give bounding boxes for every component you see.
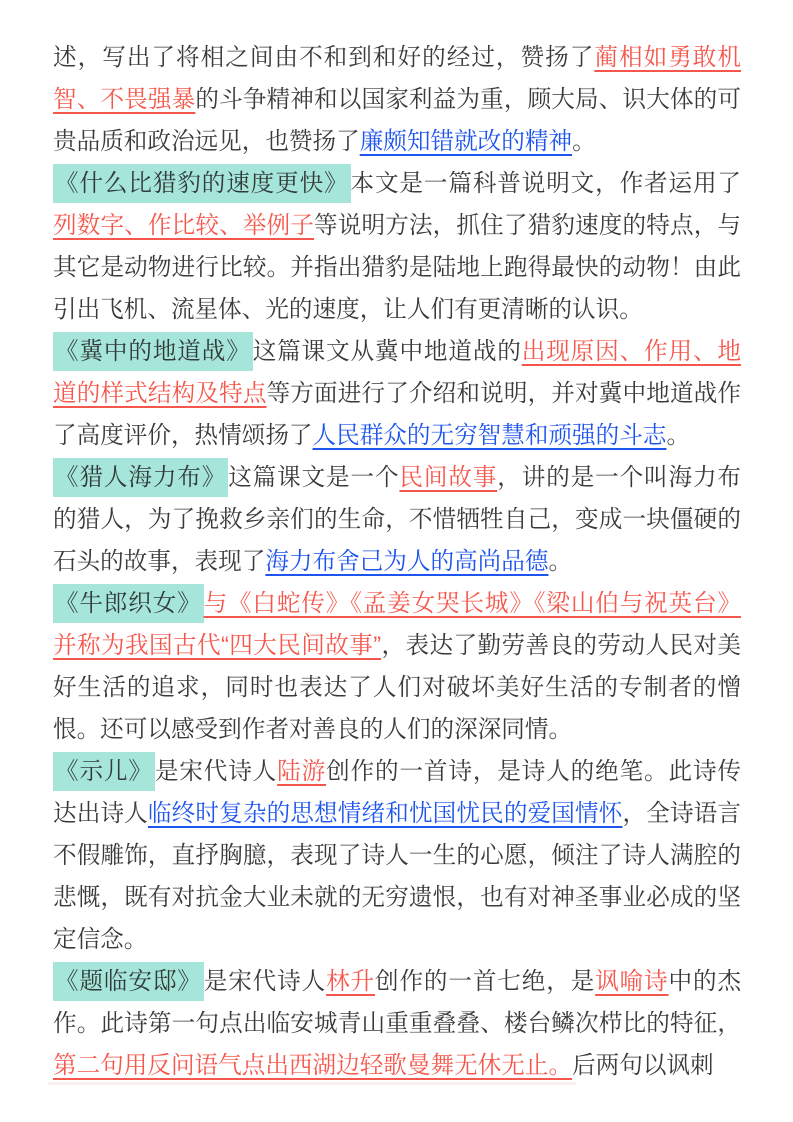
- body-text: 是宋代诗人: [154, 759, 278, 785]
- key-phrase-red: 第二句用反问语气点出西湖边轻歌曼舞无休无止。: [53, 1053, 573, 1079]
- key-phrase-red: 陆游: [277, 759, 327, 785]
- paragraph: [53, 163, 741, 331]
- paragraph: [53, 961, 741, 1087]
- body-text: 是宋代诗人: [203, 969, 327, 995]
- body-text: 。: [572, 129, 596, 155]
- body-text: 这篇课文是一个: [228, 465, 400, 491]
- key-phrase-red: 林升: [326, 969, 375, 995]
- paragraph: [53, 583, 741, 751]
- body-text: 述，写出了将相之间由不和到和好的经过，赞扬了: [53, 45, 595, 71]
- body-text: 本文是一篇科普说明文，作者运用了: [350, 171, 742, 197]
- lesson-title-highlight: 《什么比猎豹的速度更快》: [53, 164, 351, 203]
- key-phrase-red: 与《白蛇传》《孟姜女哭长城》《梁山伯与祝英台》并称为我国古代“四大民间故事”: [53, 591, 741, 659]
- key-phrase-red: 讽喻诗: [595, 969, 669, 995]
- key-phrase-red: 蔺相如勇敢机智、不畏强暴: [53, 45, 742, 113]
- body-text: 的斗争精神和以国家利益为重，顾大局、识大体的可贵品质和政治远见，也赞扬了: [53, 87, 742, 155]
- body-text: 创作的一首七绝，是: [375, 969, 596, 995]
- body-text: 创作的一首诗，是诗人的绝笔。此诗传达出诗人: [53, 759, 742, 827]
- body-text: 后两句以讽刺: [572, 1053, 714, 1079]
- key-phrase-red: 列数字、作比较、举例子: [53, 213, 315, 239]
- paragraph: [53, 457, 741, 583]
- lesson-notes-document: [53, 37, 741, 1087]
- paragraph: [53, 331, 741, 457]
- key-phrase-blue: 海力布舍己为人的高尚品德: [265, 549, 549, 575]
- lesson-title-highlight: 《示儿》: [53, 752, 155, 791]
- body-text: 这篇课文从冀中地道战的: [252, 339, 522, 365]
- key-phrase-red: 民间故事: [399, 465, 498, 491]
- lesson-title-highlight: 《牛郎织女》: [53, 584, 204, 623]
- body-text: ，表达了勤劳善良的劳动人民对美好生活的追求，同时也表达了人们对破坏美好生活的专制者的憎恨。还可以感受到作者对善良的人们的深深同情。: [53, 633, 741, 743]
- key-phrase-blue: 人民群众的无穷智慧和顽强的斗志: [312, 423, 667, 449]
- lesson-title-highlight: 《题临安邸》: [53, 962, 204, 1001]
- body-text: 。: [666, 423, 691, 449]
- body-text: 。: [548, 549, 573, 575]
- paragraph: [53, 37, 741, 163]
- key-phrase-red: 出现原因、作用、地道的样式结构及特点: [53, 339, 742, 407]
- key-phrase-blue: 廉颇知错就改的精神: [359, 129, 573, 155]
- lesson-title-highlight: 《冀中的地道战》: [53, 332, 253, 371]
- body-text: ，全诗语言不假雕饰，直抒胸臆，表现了诗人一生的心愿，倾注了诗人满腔的悲慨，既有对抗金大业未就的无穷遗恨，也有对神圣事业必成的坚定信念。: [53, 801, 742, 953]
- lesson-title-highlight: 《猎人海力布》: [53, 458, 228, 497]
- body-text: 中的杰作。此诗第一句点出临安城青山重重叠叠、楼台鳞次栉比的特征，: [53, 969, 742, 1037]
- body-text: 等方面进行了介绍和说明，并对冀中地道战作了高度评价，热情颂扬了: [53, 381, 742, 449]
- faint-divider-line: [48, 1082, 576, 1085]
- body-text: ，讲的是一个叫海力布的猎人，为了挽救乡亲们的生命，不惜牺牲自己，变成一块僵硬的石头的故事，表现了: [53, 465, 742, 575]
- body-text: 等说明方法，抓住了猎豹速度的特点，与其它是动物进行比较。并指出猎豹是陆地上跑得最快的动物！由此引出飞机、流星体、光的速度，让人们有更清晰的认识。: [53, 213, 742, 323]
- key-phrase-blue: 临终时复杂的思想情绪和忧国忧民的爱国情怀: [147, 801, 623, 827]
- paragraph: [53, 751, 741, 961]
